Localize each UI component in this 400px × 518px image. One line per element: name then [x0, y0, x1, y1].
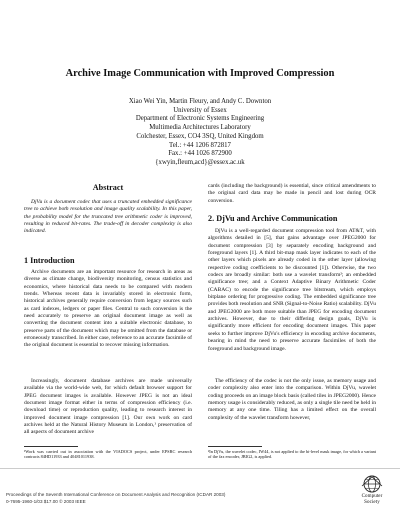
authors: Xiao Wei Yin, Martin Fleury, and Andy C. Downton — [128, 98, 272, 105]
proceedings-isbn: 0-7695-1960-1/03 $17.00 © 2003 IEEE — [6, 498, 86, 504]
footnote-rule — [208, 446, 262, 447]
footnote-2: ²In DjVu, the wavelet codec, IW44, is not applied to the bi-level mask image, for which a variant of the fax encoder, JBIG2, is applied. — [208, 449, 376, 460]
abstract-text: DjVu is a document codec that uses a truncated embedded significance tree to achieve both resolution and image quality scalability. In this paper, the probability model for the truncated tree arithmetic coder is improved, resulting in reduced bit-rates. The trade-off in decoder complexity is also indicated. — [24, 199, 192, 235]
affiliation-line: Colchester, Essex, CO4 3SQ, United Kingdom — [136, 132, 264, 140]
section-2-paragraph-1: DjVu is a well-regarded document compression tool from AT&T, with algorithms detailed in [5], that gains advantage over JPEG2000 for document compression [3] by separately encoding background and foreground layers [1]. A third bit-map mask layer indicates to each of the other layers which pixels are already coded in the other layer (allowing respective coding coefficients to be discounted [1]). Otherwise, the two codecs are broadly similar: both use a wavelet transform²; an embedded significance tree; and a Context Adaptive Binary Arithmetic Coder (CABAC) to encode the significance tree bitstream, which employs bitplane ordering for progressive coding. The embedded significance tree provides both resolution and SNR (Signal-to-Noise Ratio) scalability. DjVu and JPEG2000 are both more suitable than JPEG for encoding document archives. However, due to their differing design goals, DjVu is significantly more efficient for encoding document images. This paper seeks to further improve DjVu's efficiency in encoding archive documents, bearing in mind the need to preserve accurate facsimiles of both the foreground and background image. — [208, 228, 376, 352]
introduction-heading: 1 Introduction — [24, 256, 75, 265]
section-2-heading: 2. DjVu and Archive Communication — [208, 214, 338, 223]
introduction-paragraph-1: Archive documents are an important resource for research in areas as diverse as climate change, biodiversity monitoring, census statistics and economics, where historical data needs to be compared with modern trends. Whereas recent data is invariably stored in electronic form, historical archives generally require conversion from legacy sources such as card indexes, ledgers or paper files. Central to such conversion is the need accurately to preserve an original document image as well as converting the document content into a suitable electronic database, to preserve parts of the document which may be omitted from the database or erroneously transcribed. In either case, reference to an accurate facsimile of the original document is essential to recover missing information. — [24, 269, 192, 349]
proceedings-footer — [6, 492, 225, 505]
affiliation-line: Multimedia Architectures Laboratory — [149, 124, 251, 132]
paper-title: Archive Image Communication with Improved Compression — [65, 68, 335, 79]
author-block — [60, 98, 340, 168]
affiliation-line: Tel.: +44 1206 872817 — [169, 141, 231, 149]
affiliation-line: Fax.: +44 1026 872900 — [168, 150, 232, 158]
computer-society-logo — [348, 474, 396, 516]
footnote-1: ¹Work was carried out in association with the VIADOCS project, under EPSRC research contracts 84HD11933 and 40481011938. — [24, 449, 192, 460]
proceedings-title: Proceedings of the Seventh International Conference on Document Analysis and Recognition (ICDAR 2003) — [6, 492, 226, 497]
page-footer-rule — [0, 468, 400, 469]
footnote-rule — [24, 446, 78, 447]
author-emails: {xwyin,fleum,acd}@essex.ac.uk — [155, 158, 245, 166]
computer-society-wordmark: Computer Society — [361, 494, 383, 505]
computer-society-logo-icon — [348, 474, 396, 494]
introduction-paragraph-2: Increasingly, document database archives are made universally available via the world-wide web, for which default browser support for JPEG document images is available. However JPEG is not an ideal document image format either in terms of compression efficiency (i.e. download time) or reproduction quality, leading to research interest in improved document image compression [1]. Our own work on card archives held at the Natural History Museum in London,¹ preservation of all aspects of document archive — [24, 378, 192, 436]
affiliation-line: Department of Electronic Systems Engineering — [135, 115, 265, 123]
abstract-heading: Abstract — [92, 183, 124, 192]
section-2-paragraph-2: The efficiency of the codec is not the only issue, as memory usage and coder complexity also enter into the comparison. Within DjVu, wavelet coding proceeds on an image block basis (called tiles in JPEG2000). Hence memory usage is considerably reduced, as only a single tile need be held in memory at any one time. Tiling has a limited effect on the overall complexity of the wavelet transform however, — [208, 378, 376, 421]
affiliation-line: University of Essex — [173, 106, 227, 114]
continued-paragraph: cards (including the background) is essential, since critical amendments to the original card data may be made in pencil and lost during OCR conversion. — [208, 183, 376, 204]
